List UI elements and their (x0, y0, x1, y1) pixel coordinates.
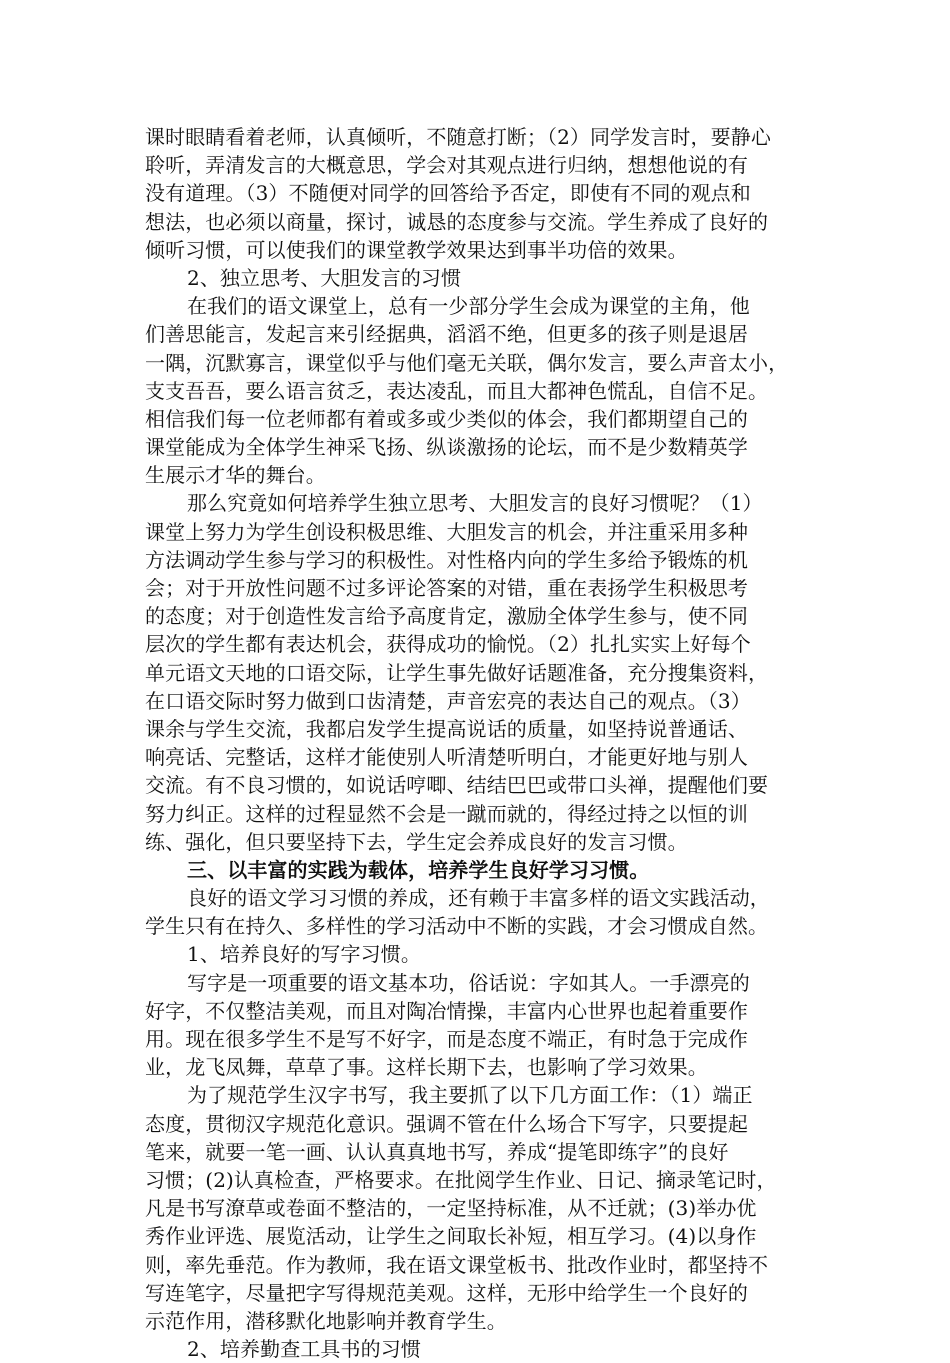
text-line: 好字，不仅整洁美观，而且对陶冶情操，丰富内心世界也起着重要作 (145, 998, 748, 1023)
text-line: 努力纠正。这样的过程显然不会是一蹴而就的，得经过持之以恒的训 (145, 801, 748, 826)
text-line: 笔来，就要一笔一画、认认真真地书写，养成“提笔即练字”的良好 (145, 1139, 729, 1164)
text-line: 在口语交际时努力做到口齿清楚，声音宏亮的表达自己的观点。（3） (145, 688, 751, 713)
text-line: 课堂上努力为学生创设积极思维、大胆发言的机会，并注重采用多种 (145, 519, 748, 544)
text-line: 示范作用，潜移默化地影响并教育学生。 (145, 1308, 507, 1333)
text-line: 单元语文天地的口语交际，让学生事先做好话题准备，充分搜集资料， (145, 660, 769, 685)
text-line: 一隅，沉默寡言，课堂似乎与他们毫无关联，偶尔发言，要么声音太小， (145, 350, 789, 375)
text-line: 课余与学生交流，我都启发学生提高说话的质量，如坚持说普通话、 (145, 716, 748, 741)
document-page (145, 123, 805, 1363)
text-line: 方法调动学生参与学习的积极性。对性格内向的学生多给予锻炼的机 (145, 547, 748, 572)
text-line: 课堂能成为全体学生神采飞扬、纵谈激扬的论坛，而不是少数精英学 (145, 435, 748, 460)
text-line: 1、培养良好的写字习惯。 (187, 942, 421, 967)
text-line: 2、培养勤查工具书的习惯 (187, 1337, 421, 1362)
text-line: 想法，也必须以商量，探讨，诚恳的态度参与交流。学生养成了良好的 (145, 209, 769, 234)
text-line: 那么究竟如何培养学生独立思考、大胆发言的良好习惯呢？（1） (187, 491, 763, 516)
text-line: 的态度；对于创造性发言给予高度肯定，激励全体学生参与，使不同 (145, 604, 748, 629)
text-line: 没有道理。（3）不随便对同学的回答给予否定，即使有不同的观点和 (145, 181, 751, 206)
text-line: 生展示才华的舞台。 (145, 463, 326, 488)
text-line: 在我们的语文课堂上，总有一少部分学生会成为课堂的主角，他 (187, 294, 750, 319)
text-line: 聆听，弄清发言的大概意思，学会对其观点进行归纳，想想他说的有 (145, 153, 748, 178)
text-line: 倾听习惯，可以使我们的课堂教学效果达到事半功倍的效果。 (145, 237, 688, 262)
section-heading-line: 三、以丰富的实践为载体，培养学生良好学习习惯。 (187, 857, 650, 882)
text-line: 为了规范学生汉字书写，我主要抓了以下几方面工作：（1）端正 (187, 1083, 753, 1108)
text-line: 交流。有不良习惯的，如说话哼唧、结结巴巴或带口头禅，提醒他们要 (145, 773, 769, 798)
text-line: 秀作业评选、展览活动，让学生之间取长补短，相互学习。(4)以身作 (145, 1224, 757, 1249)
text-line: 课时眼睛看着老师，认真倾听，不随意打断；（2）同学发言时，要静心 (145, 125, 771, 149)
text-line: 支支吾吾，要么语言贫乏，表达凌乱，而且大都神色慌乱，自信不足。 (145, 378, 769, 403)
text-line: 写字是一项重要的语文基本功，俗话说：字如其人。一手漂亮的 (187, 970, 750, 995)
text-line: 2、独立思考、大胆发言的习惯 (187, 265, 462, 290)
text-line: 凡是书写潦草或卷面不整洁的，一定坚持标准，从不迁就；(3)举办优 (145, 1196, 757, 1221)
text-line: 习惯；(2)认真检查，严格要求。在批阅学生作业、日记、摘录笔记时， (145, 1167, 777, 1192)
text-line: 响亮话、完整话，这样才能使别人听清楚听明白，才能更好地与别人 (145, 745, 748, 770)
text-line: 写连笔字，尽量把字写得规范美观。这样，无形中给学生一个良好的 (145, 1280, 748, 1305)
text-line: 用。现在很多学生不是写不好字，而是态度不端正，有时急于完成作 (145, 1027, 748, 1051)
text-line: 业，龙飞凤舞，草草了事。这样长期下去，也影响了学习效果。 (145, 1055, 708, 1080)
text-line: 学生只有在持久、多样性的学习活动中不断的实践，才会习惯成自然。 (145, 914, 769, 939)
text-line: 练、强化，但只要坚持下去，学生定会养成良好的发言习惯。 (145, 829, 688, 854)
text-line: 会；对于开放性问题不过多评论答案的对错，重在表扬学生积极思考 (145, 576, 748, 600)
text-line: 们善思能言，发起言来引经据典，滔滔不绝，但更多的孩子则是退居 (145, 322, 748, 347)
text-line: 态度，贯彻汉字规范化意识。强调不管在什么场合下写字，只要提起 (145, 1111, 748, 1136)
text-line: 相信我们每一位老师都有着或多或少类似的体会，我们都期望自己的 (145, 406, 748, 431)
text-line: 层次的学生都有表达机会，获得成功的愉悦。（2）扎扎实实上好每个 (145, 632, 751, 657)
text-line: 则，率先垂范。作为教师，我在语文课堂板书、批改作业时，都坚持不 (145, 1252, 769, 1277)
text-line: 良好的语文学习习惯的养成，还有赖于丰富多样的语文实践活动， (187, 886, 770, 911)
